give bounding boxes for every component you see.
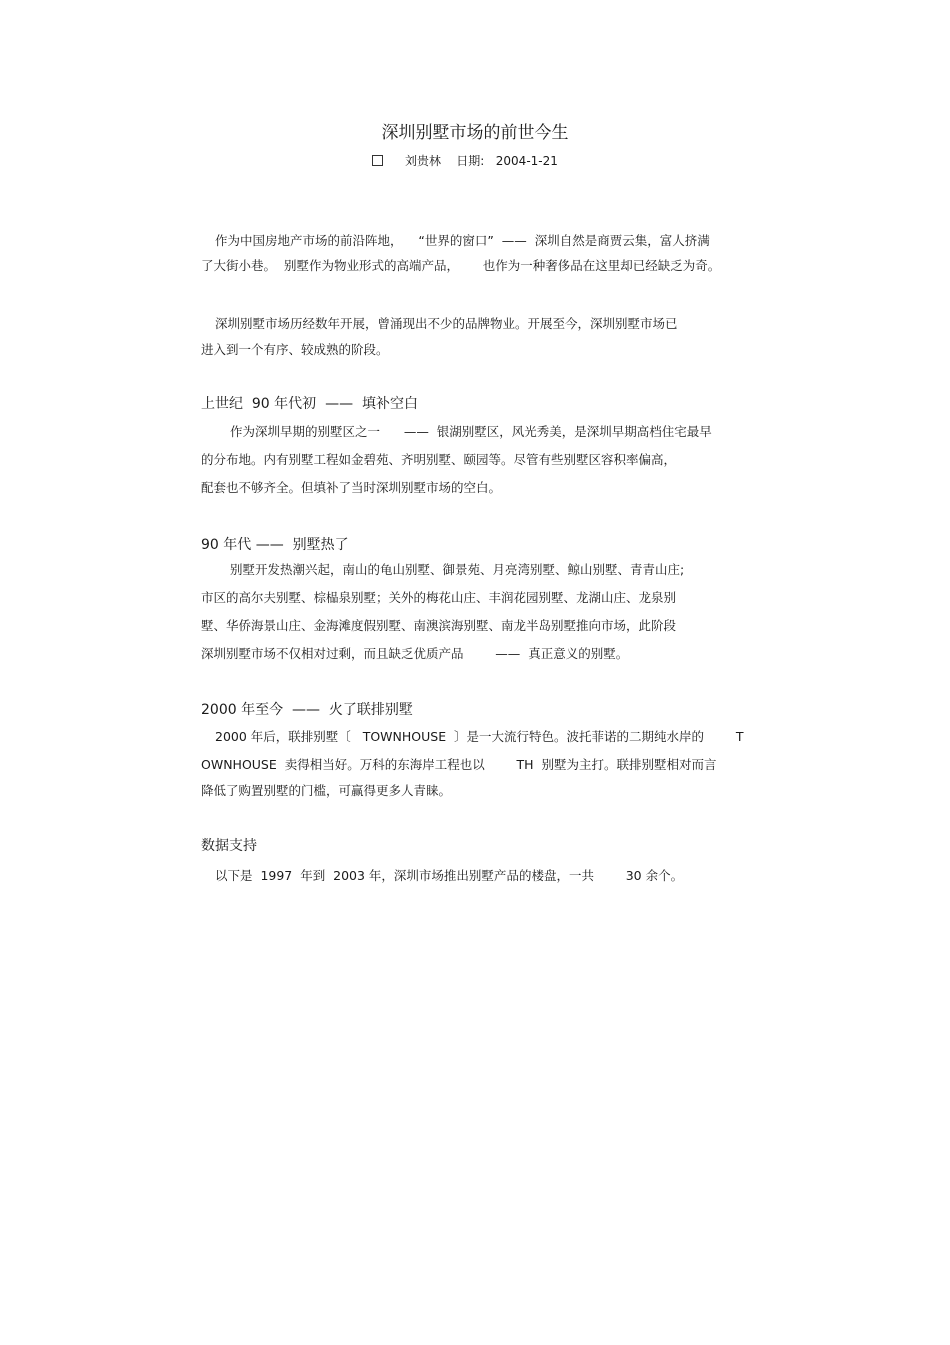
page-title: 深圳别墅市场的前世今生: [381, 123, 569, 143]
paragraph-line: 深圳别墅市场不仅相对过剩，而且缺乏优质产品 —— 真正意义的别墅。: [201, 646, 629, 661]
paragraph-line: 作为中国房地产市场的前沿阵地， “世界的窗口” —— 深圳自然是商贾云集，富人挤满: [215, 233, 710, 248]
paragraph-line: 进入到一个有序、较成熟的阶段。: [201, 342, 389, 357]
paragraph-line: OWNHOUSE 卖得相当好。万科的东海岸工程也以 TH 别墅为主打。联排别墅相对而言: [201, 757, 717, 772]
paragraph-line: 配套也不够齐全。但填补了当时深圳别墅市场的空白。: [201, 480, 502, 495]
checkbox-icon: [372, 155, 383, 166]
date: 2004-1-21: [495, 154, 558, 168]
section-heading: 上世纪 90 年代初 —— 填补空白: [201, 396, 418, 412]
paragraph-line: 了大街小巷。 别墅作为物业形式的高端产品， 也作为一种奢侈品在这里却已经缺乏为奇。: [201, 258, 721, 273]
paragraph-line: 降低了购置别墅的门槛，可赢得更多人青睐。: [201, 783, 452, 798]
section-heading: 数据支持: [201, 838, 257, 854]
paragraph-line: 深圳别墅市场历经数年开展，曾涌现出不少的品牌物业。开展至今，深圳别墅市场已: [215, 316, 678, 331]
section-heading: 90 年代 —— 别墅热了: [201, 537, 349, 553]
author: 刘贵林: [405, 154, 442, 168]
paragraph-line: 的分布地。内有别墅工程如金碧苑、齐明别墅、颐园等。尽管有些别墅区容积率偏高，: [201, 452, 677, 467]
paragraph-line: 作为深圳早期的别墅区之一 —— 银湖别墅区，风光秀美，是深圳早期高档住宅最早: [230, 424, 712, 439]
byline: [372, 153, 558, 169]
section-heading: 2000 年至今 —— 火了联排别墅: [201, 702, 413, 718]
paragraph-line: 以下是 1997 年到 2003 年，深圳市场推出别墅产品的楼盘，一共 30 余个。: [215, 868, 684, 883]
paragraph-line: 墅、华侨海景山庄、金海滩度假别墅、南澳滨海别墅、南龙半岛别墅推向市场，此阶段: [201, 618, 677, 633]
paragraph-line: 市区的高尔夫别墅、棕榀泉别墅；关外的梅花山庄、丰润花园别墅、龙湖山庄、龙泉别: [201, 590, 677, 605]
paragraph-line: 2000 年后，联排别墅〔 TOWNHOUSE 〕是一大流行特色。波托菲诺的二期纯水岸的 T: [215, 729, 744, 744]
date-label: 日期:: [456, 154, 485, 168]
paragraph-line: 别墅开发热潮兴起，南山的龟山别墅、御景苑、月亮湾别墅、鲸山别墅、青青山庄;: [230, 562, 685, 577]
